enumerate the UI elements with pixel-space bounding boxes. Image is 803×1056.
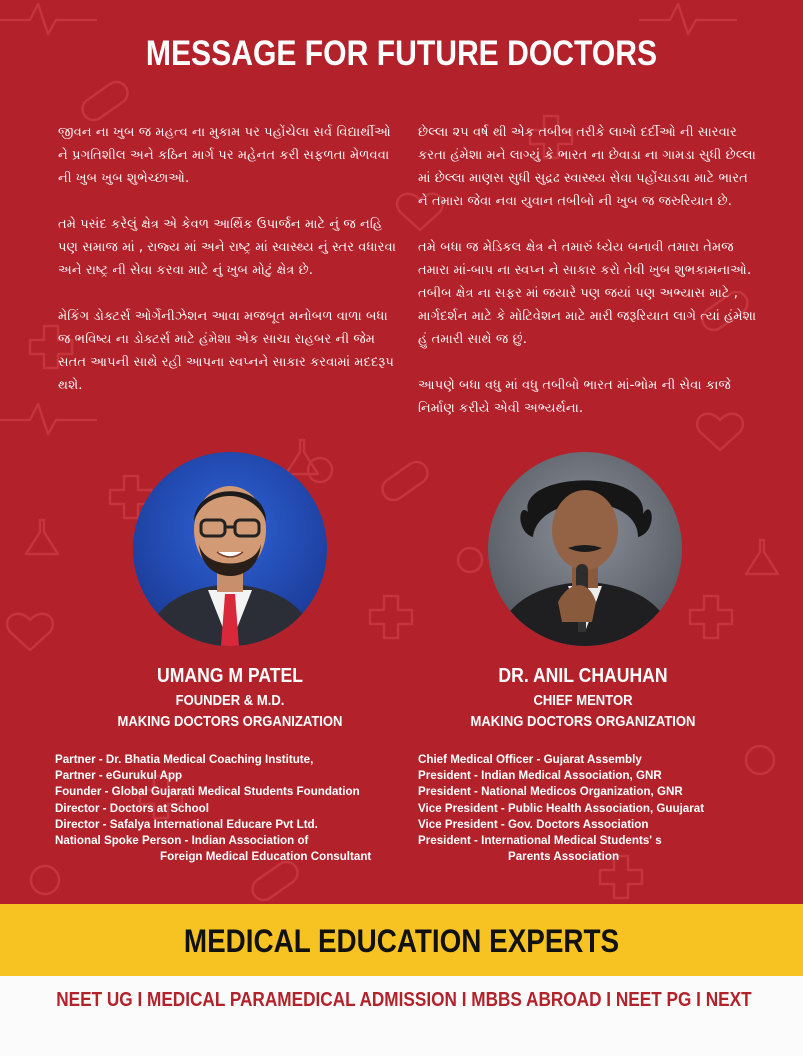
person-right-credentials (418, 752, 768, 865)
credential-item: Director - Safalya International Educare Pvt Ltd. (55, 817, 318, 831)
message-right-column (418, 121, 758, 443)
message-paragraph: છેલ્લા ૨૫ વર્ષ થી એક તબીબ તરીકે લાખો દર્દીઓ ની સારવાર કરતા હંમેશા મને લાગ્યું કે ભારત ના છેવાડા ના ગામડા સુધી છેલ્લા માં છેલ્લા માણસ સુધી સુદ્રઢ સ્વાસ્થ્ય સેવા પહોંચાડવા માટે ભારત ને તમારા જેવા નવા યુવાન તબીબો ની ખુબ જ જરુરિયાત છે. (418, 125, 756, 209)
person-organization: MAKING DOCTORS ORGANIZATION (470, 714, 696, 730)
portrait-anil-chauhan (488, 452, 682, 646)
credential-item: Parents Association (508, 850, 620, 864)
message-paragraph: મેકિંગ ડોક્ટર્સ ઓર્ગેનીઝેશન આવા મજબૂત મનોબળ વાળા બધા જ ભવિષ્ય ના ડોક્ટર્સ માટે હંમેશા એક સાચા રાહબર ની જેમ સતત આપની સાથે રહી આપના સ્વપ્નને સાકાર કરવામાં મદદરૂપ થશે. (58, 309, 394, 393)
credential-item: Chief Medical Officer - Gujarat Assembly (418, 753, 642, 766)
credential-item: Director - Doctors at School (55, 801, 209, 815)
credential-item: Partner - Dr. Bhatia Medical Coaching Institute, (55, 753, 314, 766)
person-role: CHIEF MENTOR (533, 693, 633, 709)
credential-item: President - International Medical Students' s (418, 834, 662, 848)
footer-text: NEET UG I MEDICAL PARAMEDICAL ADMISSION I MBBS ABROAD I NEET PG I NEXT (56, 989, 752, 1011)
person-role: FOUNDER & M.D. (175, 693, 285, 709)
message-left-column (58, 121, 398, 420)
message-paragraph: તમે પસંદ કરેલું ક્ષેત્ર એ કેવળ આર્થિક ઉપાર્જન માટે નું જ નહિ પણ સમાજ માં , રાજ્ય માં અને રાષ્ટ્ર માં સ્વાસ્થ્ય નું સ્તર વધારવા અને રાષ્ટ્ર ની સેવા કરવા માટે નું ખુબ મોટું ક્ષેત્ર છે. (58, 217, 396, 278)
credential-item: President - National Medicos Organization, GNR (418, 785, 683, 799)
footer-band (0, 976, 803, 1056)
portrait-umang-patel (133, 452, 327, 646)
banner-band (0, 904, 803, 976)
credential-item: Foreign Medical Education Consultant (160, 850, 372, 864)
credential-item: National Spoke Person - Indian Association of (55, 834, 309, 848)
banner-text: MEDICAL EDUCATION EXPERTS (183, 923, 620, 959)
message-paragraph: તમે બધા જ મેડિકલ ક્ષેત્ર ને તમારું ધ્યેય બનાવી તમારા તેમજ તમારા માં-બાપ ના સ્વપ્ન ને સાકાર કરો તેવી ખુબ શુભકામનાઓ. તબીબ ક્ષેત્ર ના સફર માં જયારે પણ જયાં પણ અભ્યાસ માટે , માર્ગદર્શન માટે કે મોટિવેશન માટે મારી જરૂરિયાત લાગે ત્યાં હંમેશા હું તમારી સાથે જ છું. (418, 240, 757, 347)
person-left-credentials (55, 752, 405, 865)
credential-item: Vice President - Gov. Doctors Association (418, 817, 649, 831)
credential-item: President - Indian Medical Association, GNR (418, 769, 662, 783)
person-right-heading (433, 665, 733, 733)
person-name: UMANG M PATEL (156, 665, 303, 687)
message-paragraph: જીવન ના ખુબ જ મહત્વ ના મુકામ પર પહોંચેલા સર્વ વિદ્યાર્થીઓ ને પ્રગતિશીલ અને કઠિન માર્ગ પર મહેનત કરી સફળતા મેળવવા ની ખુબ ખુબ શુભેચ્છાઓ. (58, 125, 391, 186)
person-organization: MAKING DOCTORS ORGANIZATION (117, 714, 343, 730)
person-left-heading (80, 665, 380, 733)
credential-item: Founder - Global Gujarati Medical Students Foundation (55, 785, 360, 799)
person-name: DR. ANIL CHAUHAN (498, 665, 668, 687)
page-title: MESSAGE FOR FUTURE DOCTORS (145, 34, 658, 73)
credential-item: Vice President - Public Health Association, Guujarat (418, 801, 705, 815)
credential-item: Partner - eGurukul App (55, 769, 183, 783)
message-paragraph: આપણે બધા વધુ માં વધુ તબીબો ભારત માં-ભોમ ની સેવા કાજે નિર્માણ કરીયે એવી અભ્યર્થના. (418, 378, 731, 416)
